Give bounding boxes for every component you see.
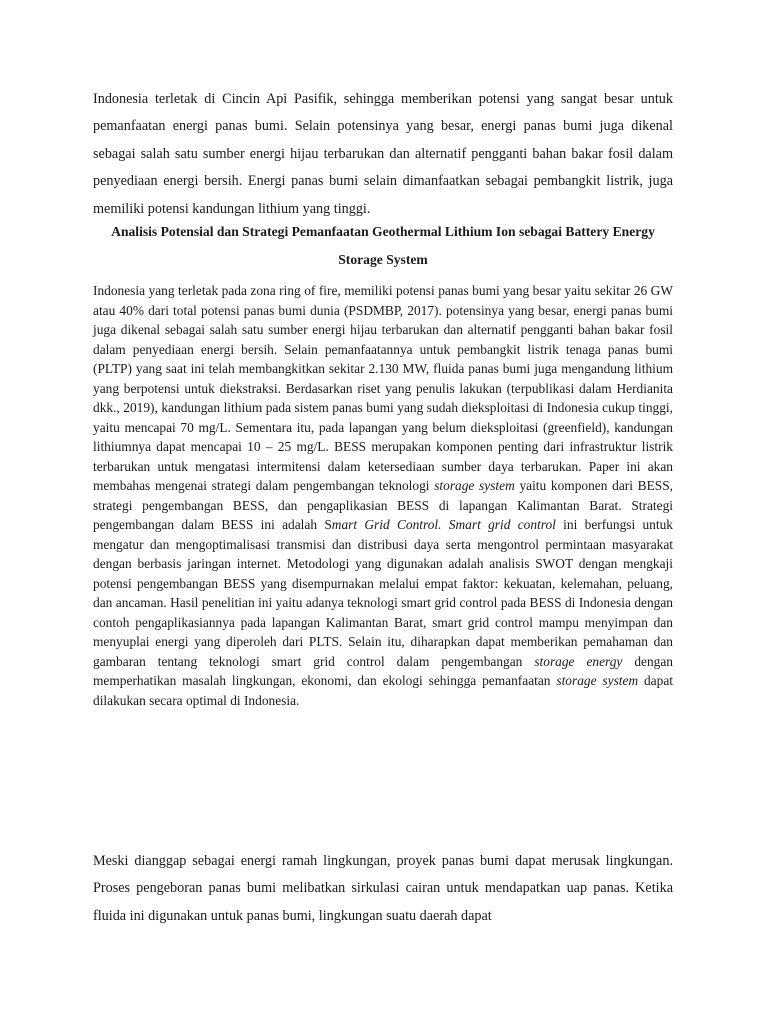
abstract-segment: dapat dilakukan secara optimal di Indonesia. (93, 673, 673, 708)
abstract-text (93, 281, 673, 710)
intro-text: Indonesia terletak di Cincin Api Pasifik, sehingga memberikan potensi yang sangat besar untuk pemanfaatan energi panas bumi. Selain potensinya yang besar, energi panas bumi juga dikenal sebagai salah satu sumber energi hijau terbarukan dan alternatif pengganti bahan bakar fosil dalam penyediaan energi bersih. Energi panas bumi selain dimanfaatkan sebagai pembangkit listrik, juga memiliki potensi kandungan lithium yang tinggi. (93, 91, 673, 217)
heading-text: Analisis Potensial dan Strategi Pemanfaatan Geothermal Lithium Ion sebagai Battery Energy Storage System (111, 224, 655, 267)
abstract-italic: mart Grid Control. Smart grid control (331, 517, 556, 532)
abstract-italic: storage system (556, 673, 639, 688)
abstract-segment: Indonesia yang terletak pada zona ring of fire, memiliki potensi panas bumi yang besar yaitu sekitar 26 GW atau 40% dari total potensi panas bumi dunia (PSDMBP, 2017). potensinya yang besar, energi panas bumi juga dikenal sebagai salah satu sumber energi hijau terbarukan dan alternatif pengganti bahan bakar fosil dalam penyediaan energi bersih. Selain pemanfaatannya untuk pembangkit listrik tenaga panas bumi (PLTP) yang saat ini telah membangkitkan sekitar 2.130 MW, fluida panas bumi juga mengandung lithium yang berpotensi untuk diekstraksi. Berdasarkan riset yang penulis lakukan (terpublikasi dalam Herdianita dkk., 2019), kandungan lithium pada sistem panas bumi yang sudah dieksploitasi di Indonesia cukup tinggi, yaitu mencapai 70 mg/L. Sementara itu, pada lapangan yang belum dieksploitasi (greenfield), kandungan lithiumnya dapat mencapai 10 – 25 mg/L. BESS merupakan komponen penting dari infrastruktur listrik terbarukan untuk mengatasi intermitensi dalam ketersediaan sumber daya terbarukan. Paper ini akan membahas mengenai strategi dalam pengembangan teknologi (93, 283, 673, 493)
abstract-italic: storage energy (534, 653, 623, 669)
intro-paragraph (93, 86, 673, 223)
outro-text: Meski dianggap sebagai energi ramah lingkungan, proyek panas bumi dapat merusak lingkungan. Proses pengeboran panas bumi melibatkan sirkulasi cairan untuk mendapatkan uap panas. Ketika fluida ini digunakan untuk panas bumi, lingkungan suatu daerah dapat (93, 853, 673, 924)
abstract-paragraph (93, 281, 673, 710)
outro-paragraph (93, 848, 673, 930)
abstract-italic: storage system (434, 478, 515, 493)
section-heading (93, 218, 673, 273)
abstract-segment: yaitu komponen dari BESS, strategi pengembangan BESS, dan pengaplikasian BESS di lapangan Kalimantan Barat. Strategi pengembangan dalam BESS ini adalah S (93, 478, 673, 532)
abstract-segment: dengan memperhatikan masalah lingkungan, ekonomi, dan ekologi sehingga pemanfaatan (93, 653, 673, 688)
abstract-segment: ini berfungsi untuk mengatur dan mengoptimalisasi transmisi dan distribusi daya serta mengontrol permintaan masyarakat dengan berbasis jaringan internet. Metodologi yang digunakan adalah analisis SWOT dengan mengkaji potensi pengembangan BESS yang disempurnakan melalui empat faktor: kekuatan, kelemahan, peluang, dan ancaman. Hasil penelitian ini yaitu adanya teknologi smart grid control pada BESS di Indonesia dengan contoh pengaplikasiannya pada lapangan Kalimantan Barat, smart grid control mampu menyimpan dan menyuplai energi yang diperoleh dari PLTS. Selain itu, diharapkan dapat memberikan pemahaman dan gambaran tentang teknologi smart grid control dalam pengembangan (93, 517, 673, 669)
